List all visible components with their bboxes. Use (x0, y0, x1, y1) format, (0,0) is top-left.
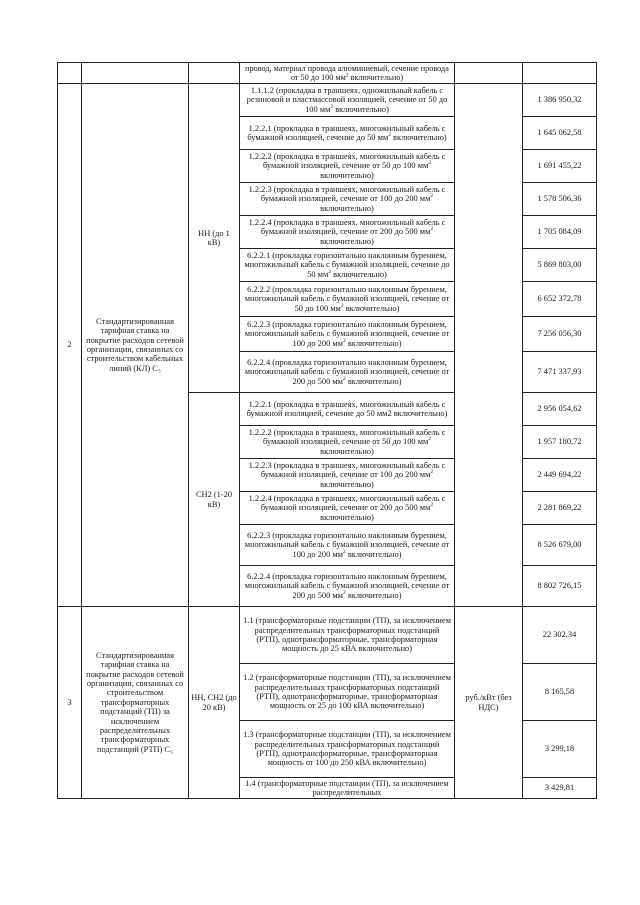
rate-value: 7 256 056,30 (523, 317, 597, 352)
rate-description: 1.2.2.2 (прокладка в траншеях, многожильный кабель с бумажной изоляцией, сечение от 50 до 100 $мм^2$ включительно) (240, 150, 455, 183)
rate-description: 1.3 (трансформаторные подстанции (ТП), за исключением распределительных трансформаторных подстанций (РТП), однотрансформаторные, трансформаторная мощность от 100 до 250 кВА включительно) (240, 721, 455, 778)
cell-empty (58, 63, 82, 84)
rate-description: 1.2.2.4 (прокладка в траншеях, многожильный кабель с бумажной изоляцией, сечение от 200 до 500 $мм^2$ включительно) (240, 216, 455, 249)
rate-value: 2 449 694,22 (523, 459, 597, 492)
section-number: 2 (58, 84, 82, 607)
rate-value: 2 281 869,22 (523, 492, 597, 525)
rate-description: 6.2.2.4 (прокладка горизонтально наклонным бурением, многожильный кабель с бумажной изоляцией, сечение от 200 до 500 $мм^2$ включительно) (240, 566, 455, 607)
rate-description: 6.2.2.1 (прокладка горизонтально наклонным бурением, многожильный кабель с бумажной изоляцией, сечение до 50 $мм^2$ включительно) (240, 249, 455, 282)
rate-value: 1 705 084,09 (523, 216, 597, 249)
table-row (58, 84, 597, 117)
table-row (58, 63, 597, 84)
row-description: провод, материал провода алюминиевый, сечение провода от 50 до 100 $мм^2$ включительно) (240, 63, 455, 84)
cell-empty (189, 63, 240, 84)
rate-value: 8 802 726,15 (523, 566, 597, 607)
unit-label: руб./кВт (без НДС) (455, 607, 523, 799)
rate-description: 1.2 (трансформаторные подстанции (ТП), за исключением распределительных трансформаторных подстанций (РТП), однотрансформаторные, трансформаторная мощность от 25 до 100 кВА включительно) (240, 664, 455, 721)
rate-description: 1.2.2.2 (прокладка в траншеях, многожильный кабель с бумажной изоляцией, сечение от 50 до 100 $мм^2$ включительно) (240, 426, 455, 459)
rate-description: 6.2.2.2 (прокладка горизонтально наклонным бурением, многожильный кабель с бумажной изоляцией, сечение от 50 до 100 $мм^2$ включительно) (240, 282, 455, 317)
rate-description: 1.2.2.1 (прокладка в траншеях, многожильный кабель с бумажной изоляцией, сечение до 50 $мм^2$ включительно) (240, 117, 455, 150)
tariff-table (57, 62, 597, 799)
rate-value: 5 869 803,00 (523, 249, 597, 282)
rate-description: 1.1.1.2 (прокладка в траншеях, одножильный кабель с резиновой и пластмассовой изоляцией, сечение от 50 до 100 $мм^2$ включительно) (240, 84, 455, 117)
voltage-level: СН2 (1-20 кВ) (189, 393, 240, 607)
cell-empty (523, 63, 597, 84)
rate-value: 2 956 054,62 (523, 393, 597, 426)
rate-description: 6.2.2.3 (прокладка горизонтально наклонным бурением, многожильный кабель с бумажной изоляцией, сечение от 100 до 200 $мм^2$ включительно) (240, 525, 455, 566)
unit-cell-empty (455, 84, 523, 607)
rate-description: 1.2.2.3 (прокладка в траншеях, многожильный кабель с бумажной изоляцией, сечение от 100 до 200 $мм^2$ включительно) (240, 183, 455, 216)
rate-description: 1.2.2.3 (прокладка в траншеях, многожильный кабель с бумажной изоляцией, сечение от 100 до 200 $мм^2$ включительно) (240, 459, 455, 492)
cell-empty (82, 63, 189, 84)
section-name: Стандартизированная тарифная ставка на покрытие расходов сетевой организации, связанных со строительством кабельных линий (КЛ) C₃ (82, 84, 189, 607)
cell-empty (455, 63, 523, 84)
rate-value: 6 652 372,78 (523, 282, 597, 317)
rate-value: 1 386 950,32 (523, 84, 597, 117)
rate-description: 1.2.2.1 (прокладка в траншеях, многожильный кабель с бумажной изоляцией, сечение до 50 мм2 включительно) (240, 393, 455, 426)
voltage-level: НН, СН2 (до 20 кВ) (189, 607, 240, 799)
rate-value: 3 429,81 (523, 778, 597, 799)
rate-description: 6.2.2.3 (прокладка горизонтально наклонным бурением, многожильный кабель с бумажной изоляцией, сечение от 100 до 200 $мм^2$ включительно) (240, 317, 455, 352)
rate-value: 3 299,18 (523, 721, 597, 778)
rate-description: 6.2.2.4 (прокладка горизонтально наклонным бурением, многожильный кабель с бумажной изоляцией, сечение от 200 до 500 $мм^2$ включительно) (240, 352, 455, 393)
rate-value: 7 471 337,93 (523, 352, 597, 393)
tariff-table-body (58, 63, 597, 799)
rate-value: 8 526 679,00 (523, 525, 597, 566)
rate-description: 1.1 (трансформаторные подстанции (ТП), за исключением распределительных трансформаторных подстанций (РТП), однотрансформаторные, трансформаторная мощность до 25 кВА включительно) (240, 607, 455, 664)
rate-description: 1.2.2.4 (прокладка в траншеях, многожильный кабель с бумажной изоляцией, сечение от 200 до 500 $мм^2$ включительно) (240, 492, 455, 525)
section-name: Стандартизированная тарифная ставка на покрытие расходов сетевой организации, связанных со строительством трансформаторных подстанций (ТП) за исключением распределительных трансформаторных подстанций (РТП) C₅ (82, 607, 189, 799)
rate-value: 1 578 506,36 (523, 183, 597, 216)
rate-description: 1.4 (трансформаторные подстанции (ТП), за исключением распределительных (240, 778, 455, 799)
section-number: 3 (58, 607, 82, 799)
rate-value: 1 691 455,22 (523, 150, 597, 183)
rate-value: 1 957 180,72 (523, 426, 597, 459)
rate-value: 1 645 062,58 (523, 117, 597, 150)
voltage-level: НН (до 1 кВ) (189, 84, 240, 393)
rate-value: 8 165,58 (523, 664, 597, 721)
table-row (58, 607, 597, 664)
rate-value: 22 302,34 (523, 607, 597, 664)
